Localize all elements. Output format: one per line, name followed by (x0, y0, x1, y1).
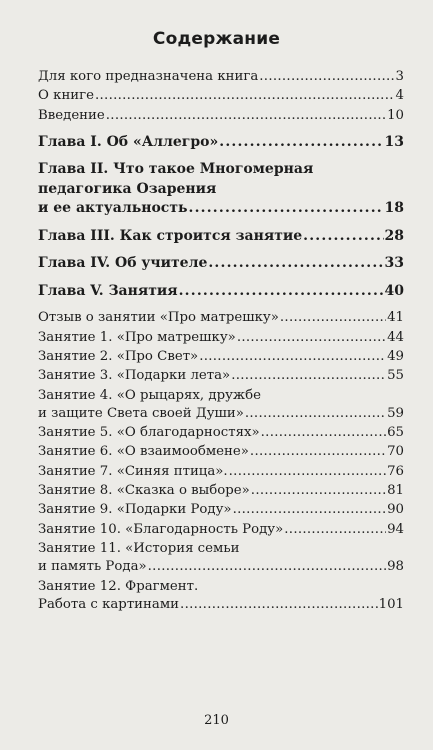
toc-entry-title: Занятие 6. «О взаимообмене» (38, 444, 249, 460)
toc-entry (38, 540, 404, 577)
dot-leader (245, 405, 386, 423)
toc-entry-page: 76 (387, 463, 404, 479)
toc-entry-title: Глава II. Что такое Многомерная (38, 161, 314, 178)
dot-leader (231, 367, 386, 385)
dot-leader (303, 227, 383, 247)
toc-entry-title: Занятие 12. Фрагмент. (38, 578, 199, 594)
toc-entry-page: 49 (387, 348, 404, 364)
toc-entry (38, 107, 404, 125)
toc-entry-page: 55 (387, 368, 404, 384)
dot-leader (261, 424, 386, 442)
toc-entry-title: Занятие 10. «Благодарность Роду» (38, 521, 284, 537)
dot-leader (284, 521, 386, 539)
toc-entry-page: 65 (387, 425, 404, 441)
dot-leader (179, 282, 384, 302)
toc-entry (38, 367, 404, 385)
toc-entry-page: 70 (387, 444, 404, 460)
toc-entry-title: Занятие 1. «Про матрешку» (38, 329, 236, 345)
toc-chapter-entry (38, 160, 404, 219)
toc-entry-title: Занятие 7. «Синяя птица». (38, 463, 228, 479)
dot-leader (95, 87, 395, 105)
dot-leader (251, 482, 386, 500)
toc-entry-page: 33 (384, 255, 404, 272)
toc-entry-title: Занятие 2. «Про Свет» (38, 348, 199, 364)
toc-entry (38, 87, 404, 105)
dot-leader (229, 463, 386, 481)
toc-entry (38, 501, 404, 519)
toc-entry-page: 59 (387, 405, 404, 421)
toc-entry (38, 482, 404, 500)
toc-entry-page: 81 (387, 483, 404, 499)
toc-chapter-entry (38, 133, 404, 153)
toc-entry (38, 329, 404, 347)
dot-leader (219, 133, 383, 153)
toc-entry-title: Занятие 5. «О благодарностях» (38, 425, 260, 441)
dot-leader (180, 596, 378, 614)
toc-entry-title: и ее актуальность (38, 200, 188, 217)
toc-entry-page: 13 (384, 133, 404, 150)
toc-entry (38, 348, 404, 366)
toc-entry-page: 44 (387, 329, 404, 345)
toc-entry-page: 18 (384, 200, 404, 217)
toc-entry-title: педагогика Озарения (38, 180, 217, 197)
dot-leader (148, 558, 386, 576)
toc-entry (38, 443, 404, 461)
dot-leader (199, 348, 386, 366)
toc-entry-title: Занятие 3. «Подарки лета» (38, 368, 231, 384)
toc-entry-page: 90 (387, 502, 404, 518)
toc-entry-title: Занятие 4. «О рыцарях, дружбе (38, 387, 262, 403)
toc-entry-title: Для кого предназначена книга (38, 69, 259, 84)
toc-entry-page: 94 (387, 521, 404, 537)
toc-entry-page: 28 (384, 227, 404, 244)
toc-entry-page: 4 (395, 88, 404, 104)
toc-entry-page: 40 (384, 282, 404, 299)
toc-entry-page: 98 (387, 559, 404, 575)
toc-entry (38, 424, 404, 442)
toc-entry (38, 521, 404, 539)
toc-chapter-entry (38, 227, 404, 247)
dot-leader (189, 199, 384, 219)
toc-entry-title: Занятие 9. «Подарки Роду» (38, 502, 232, 518)
dot-leader (208, 254, 383, 274)
toc-entry-title: Отзыв о занятии «Про матрешку» (38, 310, 279, 326)
dot-leader (259, 68, 394, 86)
toc-chapter-entry (38, 254, 404, 274)
toc-entry-page: 41 (387, 310, 404, 326)
toc-entry (38, 578, 404, 615)
contents-heading: Содержание (152, 29, 281, 49)
toc-entry-title: Занятие 8. «Сказка о выборе» (38, 483, 250, 499)
toc-entry-title: Глава III. Как строится занятие (38, 227, 303, 244)
toc-entry-title: и защите Света своей Души» (38, 405, 244, 421)
toc-entry-page: 101 (378, 596, 404, 612)
dot-leader (280, 309, 386, 327)
toc-entry-title: Глава IV. Об учителе (38, 255, 208, 272)
toc-entry-title: Работа с картинами (38, 596, 180, 612)
dot-leader (250, 443, 386, 461)
dot-leader (237, 329, 386, 347)
dot-leader (106, 107, 386, 125)
toc-entry-title: Глава I. Об «Аллегро» (38, 133, 219, 150)
toc-entry-title: Занятие 11. «История семьи (38, 540, 240, 556)
toc-entry (38, 309, 404, 327)
dot-leader (233, 501, 387, 519)
toc-entry-title: Введение (38, 107, 105, 123)
toc-entry-title: Глава V. Занятия (38, 282, 178, 299)
table-of-contents (38, 68, 404, 614)
toc-chapter-entry (38, 282, 404, 302)
toc-entry (38, 463, 404, 481)
toc-entry (38, 68, 404, 86)
page-number: 210 (204, 713, 229, 728)
toc-entry (38, 387, 404, 424)
toc-entry-page: 3 (395, 69, 404, 84)
toc-entry-title: О книге (38, 88, 94, 104)
toc-entry-page: 10 (387, 107, 404, 123)
toc-entry-title: и память Рода» (38, 559, 147, 575)
